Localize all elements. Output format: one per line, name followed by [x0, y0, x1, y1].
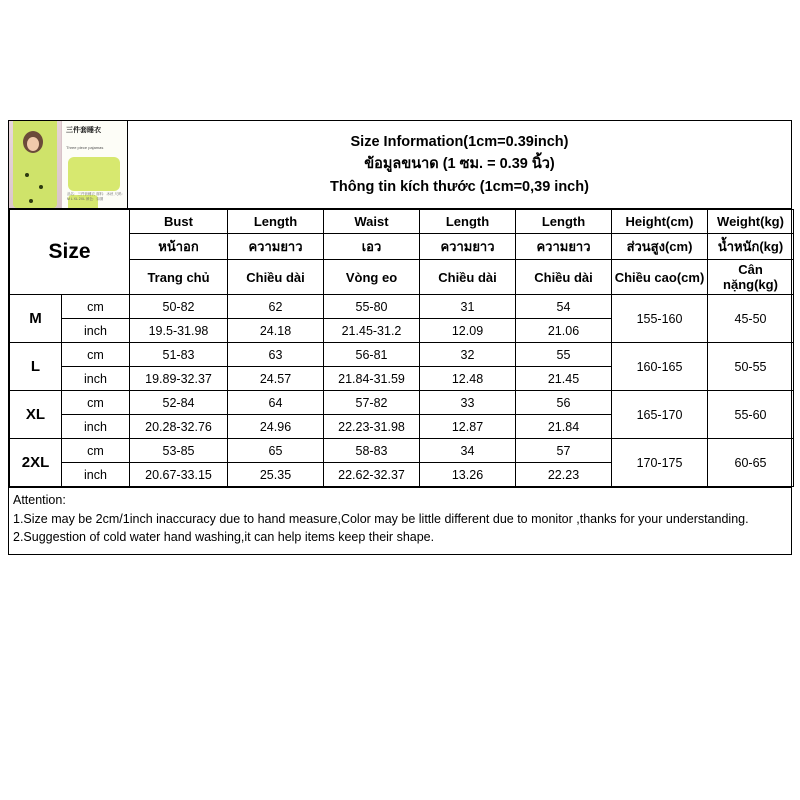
xl-inch-length1: 24.96 — [228, 415, 324, 439]
xxl-cm-length2: 34 — [420, 439, 516, 463]
l-cm-length2: 32 — [420, 343, 516, 367]
xxl-inch-bust: 20.67-33.15 — [130, 463, 228, 487]
header-band — [9, 121, 791, 209]
l-inch-waist: 21.84-31.59 — [324, 367, 420, 391]
xxl-cm-waist: 58-83 — [324, 439, 420, 463]
chart-title — [128, 121, 791, 208]
unit-cm-l: cm — [62, 343, 130, 367]
header-length3-en: Length — [516, 210, 612, 234]
l-cm-length3: 55 — [516, 343, 612, 367]
xxl-cm-length1: 65 — [228, 439, 324, 463]
size-label-xl: XL — [10, 391, 62, 439]
l-height: 160-165 — [612, 343, 708, 391]
header-bust-th: หน้าอก — [130, 234, 228, 260]
xl-inch-waist: 22.23-31.98 — [324, 415, 420, 439]
m-cm-length3: 54 — [516, 295, 612, 319]
product-chinese-subtitle: Three piece pajamas — [66, 145, 104, 150]
xl-cm-length2: 33 — [420, 391, 516, 415]
title-line-thai: ข้อมูลขนาด (1 ซม. = 0.39 นิ้ว) — [364, 156, 555, 173]
xl-inch-bust: 20.28-32.76 — [130, 415, 228, 439]
model-face-shape — [27, 137, 39, 151]
size-chart-sheet — [8, 120, 792, 555]
unit-cm-xl: cm — [62, 391, 130, 415]
m-cm-waist: 55-80 — [324, 295, 420, 319]
header-bust-vi: Trang chủ — [130, 260, 228, 295]
l-weight: 50-55 — [708, 343, 794, 391]
header-length3-th: ความยาว — [516, 234, 612, 260]
l-inch-bust: 19.89-32.37 — [130, 367, 228, 391]
attention-note — [9, 487, 791, 553]
header-length1-en: Length — [228, 210, 324, 234]
xxl-inch-length1: 25.35 — [228, 463, 324, 487]
garment-top-shape — [68, 157, 120, 191]
xxl-cm-length3: 57 — [516, 439, 612, 463]
header-weight-th: น้ำหนัก(kg) — [708, 234, 794, 260]
unit-inch-l: inch — [62, 367, 130, 391]
product-photo — [9, 121, 128, 208]
header-length1-vi: Chiều dài — [228, 260, 324, 295]
header-waist-en: Waist — [324, 210, 420, 234]
header-waist-th: เอว — [324, 234, 420, 260]
m-cm-length2: 31 — [420, 295, 516, 319]
attention-heading: Attention: — [13, 493, 66, 508]
unit-inch-xl: inch — [62, 415, 130, 439]
m-height: 155-160 — [612, 295, 708, 343]
table-row — [10, 391, 794, 415]
header-bust-en: Bust — [130, 210, 228, 234]
l-inch-length2: 12.48 — [420, 367, 516, 391]
header-height-vi: Chiều cao(cm) — [612, 260, 708, 295]
unit-inch-2xl: inch — [62, 463, 130, 487]
m-cm-length1: 62 — [228, 295, 324, 319]
m-inch-waist: 21.45-31.2 — [324, 319, 420, 343]
xxl-inch-length3: 22.23 — [516, 463, 612, 487]
attention-line-2: 2.Suggestion of cold water hand washing,it can help items keep their shape. — [13, 529, 435, 544]
product-spec-text: 品名：三件套睡衣 面料：冰丝 尺码：M L XL 2XL 颜色：如图 — [67, 191, 125, 202]
xl-inch-length2: 12.87 — [420, 415, 516, 439]
l-cm-waist: 56-81 — [324, 343, 420, 367]
header-height-th: ส่วนสูง(cm) — [612, 234, 708, 260]
attention-line-1: 1.Size may be 2cm/1inch inaccuracy due to hand measure,Color may be little different due to monitor ,thanks for your understanding. — [13, 511, 749, 526]
m-inch-length1: 24.18 — [228, 319, 324, 343]
header-waist-vi: Vòng eo — [324, 260, 420, 295]
product-detail-panel — [61, 121, 127, 208]
size-column-header: Size — [10, 210, 130, 295]
xl-height: 165-170 — [612, 391, 708, 439]
xxl-weight: 60-65 — [708, 439, 794, 487]
model-photo — [9, 121, 61, 208]
xl-weight: 55-60 — [708, 391, 794, 439]
m-inch-length3: 21.06 — [516, 319, 612, 343]
table-header-row-en — [10, 210, 794, 234]
title-line-vietnamese: Thông tin kích thước (1cm=0,39 inch) — [330, 178, 589, 195]
xxl-inch-length2: 13.26 — [420, 463, 516, 487]
xl-cm-length1: 64 — [228, 391, 324, 415]
xxl-height: 170-175 — [612, 439, 708, 487]
l-inch-length1: 24.57 — [228, 367, 324, 391]
size-label-l: L — [10, 343, 62, 391]
table-row — [10, 295, 794, 319]
unit-cm-m: cm — [62, 295, 130, 319]
polka-dot-icon — [39, 185, 43, 189]
polka-dot-icon — [29, 199, 33, 203]
title-line-english: Size Information(1cm=0.39inch) — [350, 134, 569, 150]
xl-cm-waist: 57-82 — [324, 391, 420, 415]
unit-inch-m: inch — [62, 319, 130, 343]
m-cm-bust: 50-82 — [130, 295, 228, 319]
size-label-m: M — [10, 295, 62, 343]
m-inch-bust: 19.5-31.98 — [130, 319, 228, 343]
l-inch-length3: 21.45 — [516, 367, 612, 391]
xxl-inch-waist: 22.62-32.37 — [324, 463, 420, 487]
unit-cm-2xl: cm — [62, 439, 130, 463]
header-length2-en: Length — [420, 210, 516, 234]
table-row — [10, 343, 794, 367]
product-chinese-title: 三件套睡衣 — [66, 127, 101, 134]
header-length2-th: ความยาว — [420, 234, 516, 260]
xl-inch-length3: 21.84 — [516, 415, 612, 439]
polka-dot-icon — [25, 173, 29, 177]
xl-cm-length3: 56 — [516, 391, 612, 415]
header-length2-vi: Chiều dài — [420, 260, 516, 295]
table-row — [10, 439, 794, 463]
l-cm-bust: 51-83 — [130, 343, 228, 367]
header-weight-vi: Cân nặng(kg) — [708, 260, 794, 295]
header-height-en: Height(cm) — [612, 210, 708, 234]
header-length1-th: ความยาว — [228, 234, 324, 260]
l-cm-length1: 63 — [228, 343, 324, 367]
header-weight-en: Weight(kg) — [708, 210, 794, 234]
m-weight: 45-50 — [708, 295, 794, 343]
m-inch-length2: 12.09 — [420, 319, 516, 343]
header-length3-vi: Chiều dài — [516, 260, 612, 295]
size-label-2xl: 2XL — [10, 439, 62, 487]
xxl-cm-bust: 53-85 — [130, 439, 228, 463]
size-table — [9, 209, 794, 487]
xl-cm-bust: 52-84 — [130, 391, 228, 415]
